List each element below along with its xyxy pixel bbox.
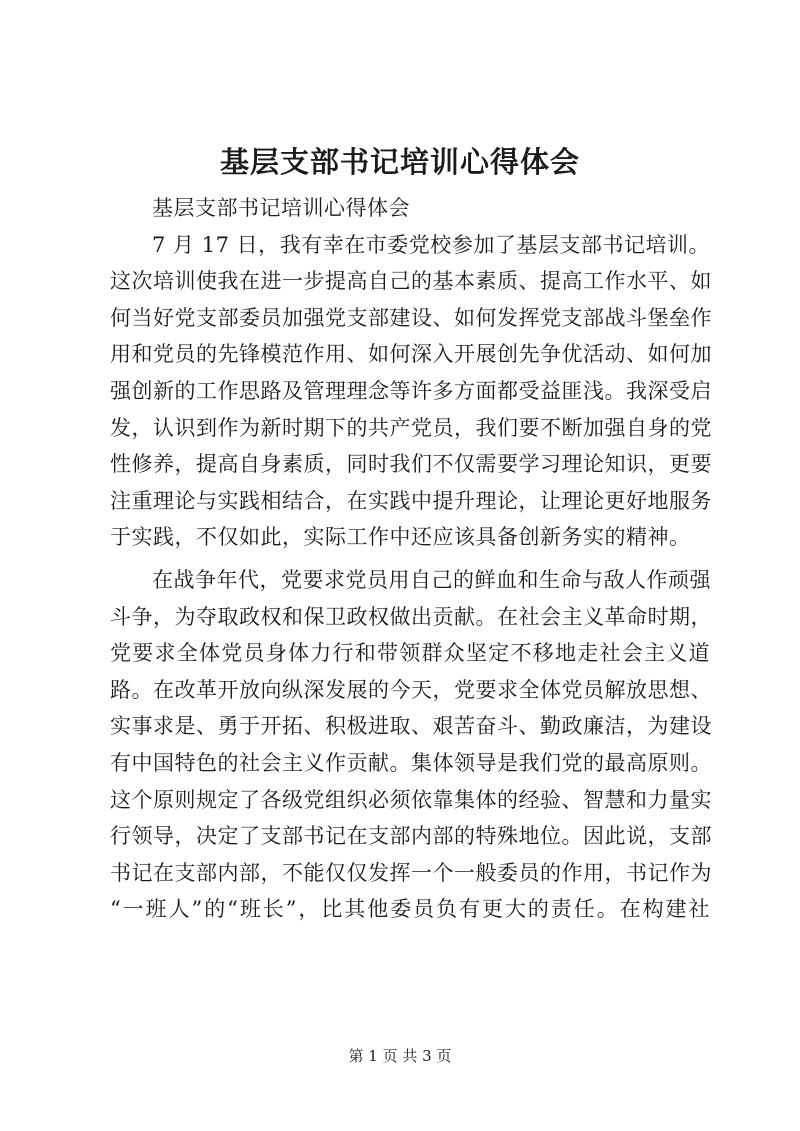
paragraph-line: 强创新的工作思路及管理理念等许多方面都受益匪浅。我深受启: [110, 378, 712, 403]
paragraph-1: [110, 227, 710, 556]
document-title: 基层支部书记培训心得体会: [219, 145, 580, 179]
paragraph-line: 注重理论与实践相结合，在实践中提升理论，让理论更好地服务: [110, 488, 712, 513]
document-body: [110, 190, 710, 928]
page-number-footer: 第 1 页 共 3 页: [348, 1047, 452, 1065]
paragraph-line: 斗争，为夺取政权和保卫政权做出贡献。在社会主义革命时期，: [110, 604, 712, 629]
paragraph-line: 这个原则规定了各级党组织必须依靠集体的经验、智慧和力量实: [110, 787, 712, 812]
paragraph-line: 行领导，决定了支部书记在支部内部的特殊地位。因此说，支部: [110, 824, 712, 849]
paragraph-line: 路。在改革开放向纵深发展的今天，党要求全体党员解放思想、: [110, 677, 712, 702]
paragraph-line: 在战争年代，党要求党员用自己的鲜血和生命与敌人作顽强: [152, 567, 711, 592]
paragraph-line: 性修养，提高自身素质，同时我们不仅需要学习理论知识，更要: [110, 452, 712, 477]
paragraph-line: 这次培训使我在进一步提高自己的基本素质、提高工作水平、如: [110, 269, 712, 294]
paragraph-line: 有中国特色的社会主义作贡献。集体领导是我们党的最高原则。: [110, 750, 712, 775]
document-subtitle: 基层支部书记培训心得体会: [152, 196, 410, 220]
paragraph-line: 发，认识到作为新时期下的共产党员，我们要不断加强自身的党: [110, 415, 712, 440]
paragraph-line: 用和党员的先锋模范作用、如何深入开展创先争优活动、如何加: [110, 342, 712, 367]
paragraph-line: 党要求全体党员身体力行和带领群众坚定不移地走社会主义道: [110, 641, 710, 666]
paragraph-line: “一班人”的“班长”，比其他委员负有更大的责任。在构建社: [110, 897, 710, 922]
paragraph-2: [110, 562, 710, 928]
paragraph-line: 7 月 17 日，我有幸在市委党校参加了基层支部书记培训。: [152, 232, 710, 257]
paragraph-line: 书记在支部内部，不能仅仅发挥一个一般委员的作用，书记作为: [110, 860, 712, 885]
paragraph-line: 何当好党支部委员加强党支部建设、如何发挥党支部战斗堡垒作: [110, 305, 712, 330]
paragraph-line: 于实践，不仅如此，实际工作中还应该具备创新务实的精神。: [110, 525, 691, 550]
paragraph-line: 实事求是、勇于开拓、积极进取、艰苦奋斗、勤政廉洁，为建设: [110, 714, 712, 739]
